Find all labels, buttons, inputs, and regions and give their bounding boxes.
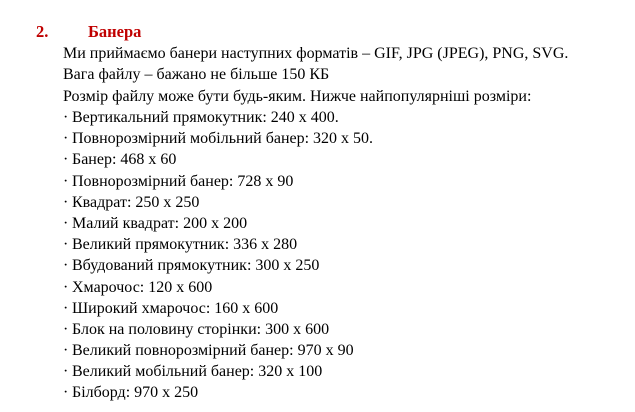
list-item	[63, 107, 373, 128]
list-item	[63, 234, 373, 255]
bullet-icon: ·	[63, 236, 69, 254]
list-item	[63, 277, 373, 298]
list-item	[63, 255, 373, 276]
list-item	[63, 149, 373, 170]
list-item	[63, 319, 373, 340]
list-item-text: Хмарочос: 120 x 600	[72, 278, 213, 296]
list-item-text: Квадрат: 250 x 250	[72, 193, 200, 211]
bullet-icon: ·	[63, 384, 69, 402]
formats-paragraph: Ми приймаємо банери наступних форматів – GIF, JPG (JPEG), PNG, SVG.	[63, 45, 569, 62]
list-item	[63, 213, 373, 234]
bullet-icon: ·	[63, 257, 69, 275]
bullet-icon: ·	[63, 363, 69, 381]
bullet-icon: ·	[63, 342, 69, 360]
list-item	[63, 340, 373, 361]
list-item-text: Великий мобільний банер: 320 x 100	[72, 363, 323, 381]
section-number: 2.	[36, 22, 49, 41]
bullet-icon: ·	[63, 151, 69, 169]
list-item-text: Широкий хмарочос: 160 x 600	[72, 299, 279, 317]
section-heading	[36, 22, 141, 44]
weight-paragraph: Вага файлу – бажано не більше 150 КБ	[63, 66, 330, 83]
list-item-text: Повнорозмірний мобільний банер: 320 x 50.	[72, 130, 374, 148]
list-item-text: Білборд: 970 x 250	[72, 384, 199, 402]
list-item-text: Великий прямокутник: 336 x 280	[72, 236, 298, 254]
size-paragraph: Розмір файлу може бути будь-яким. Нижче найпопулярніші розміри:	[63, 88, 532, 105]
bullet-icon: ·	[63, 172, 69, 190]
bullet-icon: ·	[63, 299, 69, 317]
list-item	[63, 361, 373, 382]
list-item	[63, 128, 373, 149]
list-item	[63, 192, 373, 213]
list-item-text: Великий повнорозмірний банер: 970 x 90	[72, 342, 354, 360]
list-item-text: Вертикальний прямокутник: 240 x 400.	[72, 109, 339, 126]
list-item-text: Повнорозмірний банер: 728 x 90	[72, 172, 294, 190]
list-item-text: Малий квадрат: 200 x 200	[72, 214, 248, 232]
bullet-icon: ·	[63, 320, 69, 338]
list-item	[63, 171, 373, 192]
list-item-text: Блок на половину сторінки: 300 x 600	[72, 320, 330, 338]
bullet-icon: ·	[63, 193, 69, 211]
bullet-icon: ·	[63, 214, 69, 232]
list-item-text: Вбудований прямокутник: 300 x 250	[72, 257, 320, 275]
list-item-text: Банер: 468 x 60	[72, 151, 177, 169]
section-title: Банера	[88, 22, 142, 41]
list-item	[63, 298, 373, 319]
list-item	[63, 382, 373, 403]
bullet-icon: ·	[63, 278, 69, 296]
bullet-icon: ·	[63, 130, 69, 148]
bullet-icon: ·	[63, 109, 69, 126]
banner-size-list	[63, 107, 373, 404]
